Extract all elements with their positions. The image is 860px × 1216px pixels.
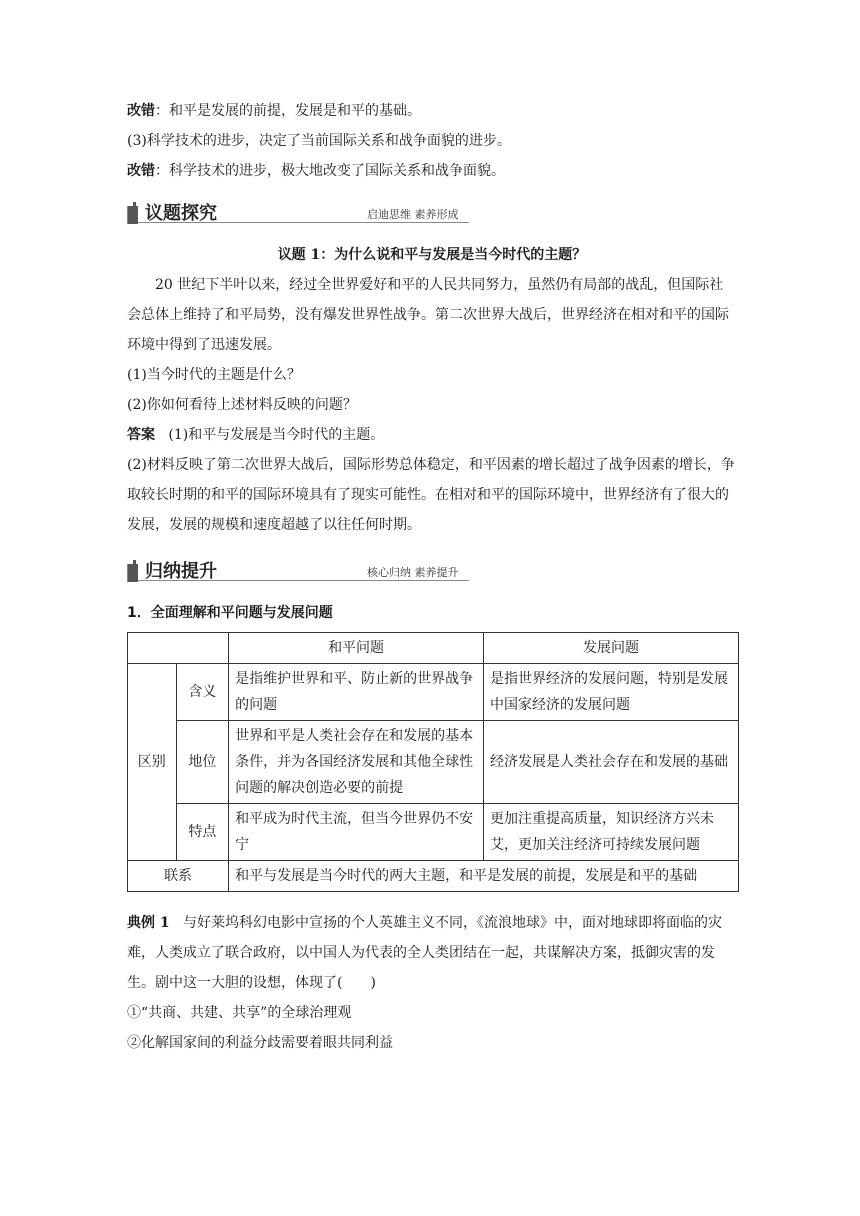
table-cell: 是指维护世界和平、防止新的世界战争的问题 [229, 664, 484, 721]
answer-label: 答案 [127, 427, 155, 443]
table-row-label: 联系 [128, 861, 229, 892]
table-cell: 是指世界经济的发展问题，特别是发展中国家经济的发展问题 [484, 664, 739, 721]
table-header-row [128, 633, 739, 664]
correction-line-3 [127, 156, 737, 186]
section-marker-icon [127, 206, 138, 224]
example-label: 典例 1 [127, 915, 170, 931]
question-2: (2)你如何看待上述材料反映的问题？ [127, 397, 357, 413]
example-text: 与好莱坞科幻电影中宣扬的个人英雄主义不同，《流浪地球》中，面对地球即将面临的灾难，人类成立了联合政府，以中国人为代表的全人类团结在一起，共谋解决方案，抵御灾害的发生。剧中这一大胆的设想，体现了( ) [127, 915, 722, 991]
table-group-label: 区别 [128, 664, 177, 861]
section-subtitle: 核心归纳 素养提升 [367, 566, 459, 579]
summary-heading: 1．全面理解和平问题与发展问题 [127, 605, 333, 621]
section-title: 归纳提升 [145, 561, 217, 582]
topic-heading: 议题 1：为什么说和平与发展是当今时代的主题？ [277, 247, 587, 263]
correction-line-1 [127, 96, 737, 126]
table-header-development: 发展问题 [484, 633, 739, 664]
table-row [128, 664, 739, 721]
section-header-topic [127, 200, 737, 226]
table-cell: 世界和平是人类社会存在和发展的基本条件，并为各国经济发展和其他全球性问题的解决创造必要的前提 [229, 721, 484, 804]
table-header-peace: 和平问题 [229, 633, 484, 664]
table-cell: 和平与发展是当今时代的两大主题，和平是发展的前提，发展是和平的基础 [229, 861, 739, 892]
section-header-summary [127, 558, 737, 584]
table-row [128, 804, 739, 861]
answer-1 [127, 420, 737, 450]
answer-1-text: (1)和平与发展是当今时代的主题。 [168, 427, 385, 443]
question-1: (1)当今时代的主题是什么？ [127, 367, 301, 383]
option-1: ①“共商、共建、共享”的全球治理观 [127, 1005, 352, 1021]
table-row [128, 861, 739, 892]
comparison-table [127, 632, 739, 892]
section-marker-icon [127, 564, 138, 582]
correction-label: 改错 [127, 103, 155, 119]
section-title: 议题探究 [145, 203, 217, 224]
table-cell: 经济发展是人类社会存在和发展的基础 [484, 721, 739, 804]
correction-text: ：和平是发展的前提，发展是和平的基础。 [155, 103, 421, 119]
page-content [127, 96, 737, 1058]
table-row [128, 721, 739, 804]
table-row-label: 含义 [176, 664, 229, 721]
section-subtitle: 启迪思维 素养形成 [367, 208, 459, 221]
topic-material: 20 世纪下半叶以来，经过全世界爱好和平的人民共同努力，虽然仍有局部的战乱，但国际社会总体上维持了和平局势，没有爆发世界性战争。第二次世界大战后，世界经济在相对和平的国际环境中得到了迅速发展。 [127, 277, 729, 353]
table-row-label: 地位 [176, 721, 229, 804]
correction-label: 改错 [127, 163, 155, 179]
table-row-label: 特点 [176, 804, 229, 861]
table-corner-cell [128, 633, 229, 664]
table-cell: 更加注重提高质量，知识经济方兴未艾，更加关注经济可持续发展问题 [484, 804, 739, 861]
statement-3: (3)科学技术的进步，决定了当前国际关系和战争面貌的进步。 [127, 133, 511, 149]
example-paragraph [127, 908, 737, 998]
answer-2: (2)材料反映了第二次世界大战后，国际形势总体稳定，和平因素的增长超过了战争因素的增长，争取较长时期的和平的国际环境具有了现实可能性。在相对和平的国际环境中，世界经济有了很大的发展，发展的规模和速度超越了以往任何时期。 [127, 457, 735, 533]
correction-text: ：科学技术的进步，极大地改变了国际关系和战争面貌。 [155, 163, 505, 179]
table-cell: 和平成为时代主流，但当今世界仍不安宁 [229, 804, 484, 861]
option-2: ②化解国家间的利益分歧需要着眼共同利益 [127, 1035, 393, 1051]
